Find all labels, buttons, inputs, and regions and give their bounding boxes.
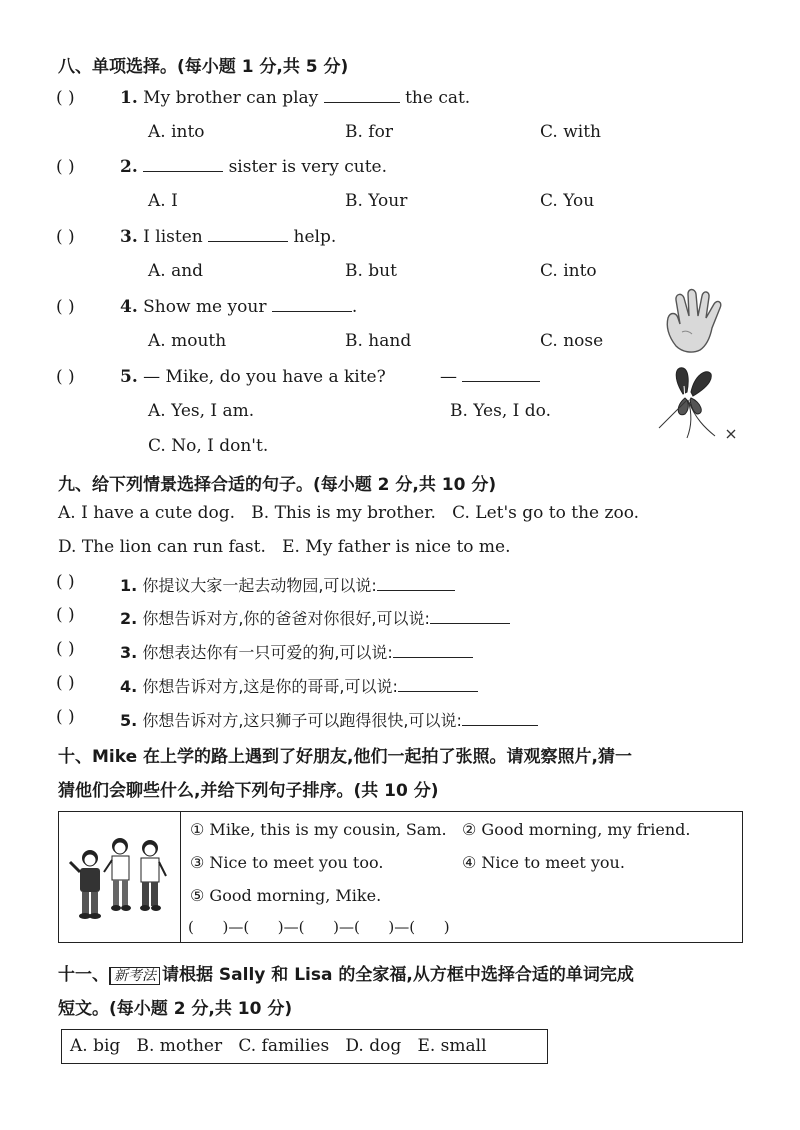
option-b: B. Your — [345, 191, 408, 211]
new-method-tag: 新考法 — [109, 967, 160, 985]
item-number: 5. — [120, 711, 138, 730]
question-text: — Mike, do you have a kite? — [143, 367, 386, 387]
option-c: C. nose — [540, 331, 604, 351]
item-text: 你想告诉对方,你的爸爸对你很好,可以说: — [142, 609, 430, 628]
scenario-item — [120, 708, 538, 731]
item-text: 你想表达你有一只可爱的狗,可以说: — [142, 643, 393, 662]
answer-blank[interactable] — [208, 227, 288, 242]
option-a: A. and — [148, 261, 204, 281]
section-10-title-cont: 猜他们会聊些什么,并给下列句子排序。(共 10 分) — [58, 781, 439, 801]
question-line — [120, 157, 387, 177]
scenario-item — [120, 674, 478, 697]
answer-blank[interactable] — [398, 677, 478, 692]
kite-icon — [655, 362, 745, 446]
item-number: 4. — [120, 677, 138, 696]
option-a: A. mouth — [148, 331, 227, 351]
question-number: 3. — [120, 227, 138, 247]
section-11-title — [58, 960, 634, 985]
dash: — — [440, 367, 457, 387]
scenario-item — [120, 640, 473, 663]
question-text: My brother can play — [143, 88, 319, 108]
answer-line — [440, 367, 540, 387]
answer-blank[interactable] — [324, 88, 400, 103]
dialogue-sentence-5: ⑤ Good morning, Mike. — [190, 886, 382, 905]
answer-paren[interactable]: ( ) — [56, 88, 75, 108]
option-b: B. Yes, I do. — [450, 401, 551, 421]
option-b: B. for — [345, 122, 393, 142]
option-c: C. into — [540, 261, 597, 281]
dialogue-sentence-4: ④ Nice to meet you. — [462, 853, 625, 872]
answer-blank[interactable] — [430, 609, 510, 624]
question-text: . — [351, 297, 358, 317]
answer-blank[interactable] — [393, 643, 473, 658]
section-11-title-cont: 短文。(每小题 2 分,共 10 分) — [58, 999, 293, 1019]
section-9-title: 九、给下列情景选择合适的句子。(每小题 2 分,共 10 分) — [58, 475, 497, 495]
option-a: A. into — [148, 122, 205, 142]
choices-line: A. I have a cute dog. B. This is my brother. C. Let's go to the zoo. — [58, 503, 640, 523]
option-c: C. with — [540, 122, 601, 142]
choices-line: D. The lion can run fast. E. My father is nice to me. — [58, 537, 511, 557]
question-number: 2. — [120, 157, 138, 177]
question-line — [120, 227, 336, 247]
order-answer-slots[interactable]: ( )—( )—( )—( )—( ) — [188, 918, 450, 936]
hand-icon — [662, 286, 738, 354]
answer-paren[interactable]: ( ) — [56, 157, 75, 177]
dialogue-sentence-2: ② Good morning, my friend. — [462, 820, 691, 839]
item-text: 你想告诉对方,这只狮子可以跑得很快,可以说: — [142, 711, 462, 730]
item-number: 2. — [120, 609, 138, 628]
question-line — [120, 297, 357, 317]
question-text: the cat. — [405, 88, 471, 108]
box-divider — [180, 811, 181, 943]
option-b: B. but — [345, 261, 397, 281]
answer-paren[interactable]: ( ) — [56, 367, 75, 387]
answer-blank[interactable] — [272, 297, 352, 312]
question-line — [120, 88, 470, 108]
word-bank: A. big B. mother C. families D. dog E. small — [70, 1036, 487, 1056]
answer-blank[interactable] — [143, 157, 223, 172]
item-text: 你想告诉对方,这是你的哥哥,可以说: — [142, 677, 398, 696]
question-number: 1. — [120, 88, 138, 108]
answer-paren[interactable]: ( ) — [56, 605, 75, 625]
answer-paren[interactable]: ( ) — [56, 673, 75, 693]
option-a: A. Yes, I am. — [148, 401, 255, 421]
answer-paren[interactable]: ( ) — [56, 572, 75, 592]
scenario-item — [120, 573, 455, 596]
question-text: help. — [293, 227, 337, 247]
dialogue-sentence-1: ① Mike, this is my cousin, Sam. — [190, 820, 447, 839]
question-number: 4. — [120, 297, 138, 317]
answer-blank[interactable] — [462, 367, 540, 382]
answer-paren[interactable]: ( ) — [56, 297, 75, 317]
question-text: Show me your — [143, 297, 267, 317]
question-number: 5. — [120, 367, 138, 387]
section-10-title: 十、Mike 在上学的路上遇到了好朋友,他们一起拍了张照。请观察照片,猜一 — [58, 747, 632, 767]
question-text: I listen — [143, 227, 203, 247]
answer-paren[interactable]: ( ) — [56, 707, 75, 727]
item-number: 3. — [120, 643, 138, 662]
answer-paren[interactable]: ( ) — [56, 227, 75, 247]
section-11-number: 十一、 — [58, 965, 109, 985]
answer-paren[interactable]: ( ) — [56, 639, 75, 659]
children-photo-icon — [66, 832, 172, 924]
question-line — [120, 367, 386, 387]
option-a: A. I — [148, 191, 178, 211]
question-text: sister is very cute. — [228, 157, 387, 177]
option-c: C. You — [540, 191, 595, 211]
section-11-text: 请根据 Sally 和 Lisa 的全家福,从方框中选择合适的单词完成 — [162, 965, 634, 985]
item-text: 你提议大家一起去动物园,可以说: — [142, 576, 377, 595]
answer-blank[interactable] — [462, 711, 538, 726]
dialogue-sentence-3: ③ Nice to meet you too. — [190, 853, 384, 872]
answer-blank[interactable] — [377, 576, 455, 591]
scenario-item — [120, 606, 510, 629]
option-b: B. hand — [345, 331, 412, 351]
option-c: C. No, I don't. — [148, 436, 269, 456]
section-8-title: 八、单项选择。(每小题 1 分,共 5 分) — [58, 57, 349, 77]
item-number: 1. — [120, 576, 138, 595]
